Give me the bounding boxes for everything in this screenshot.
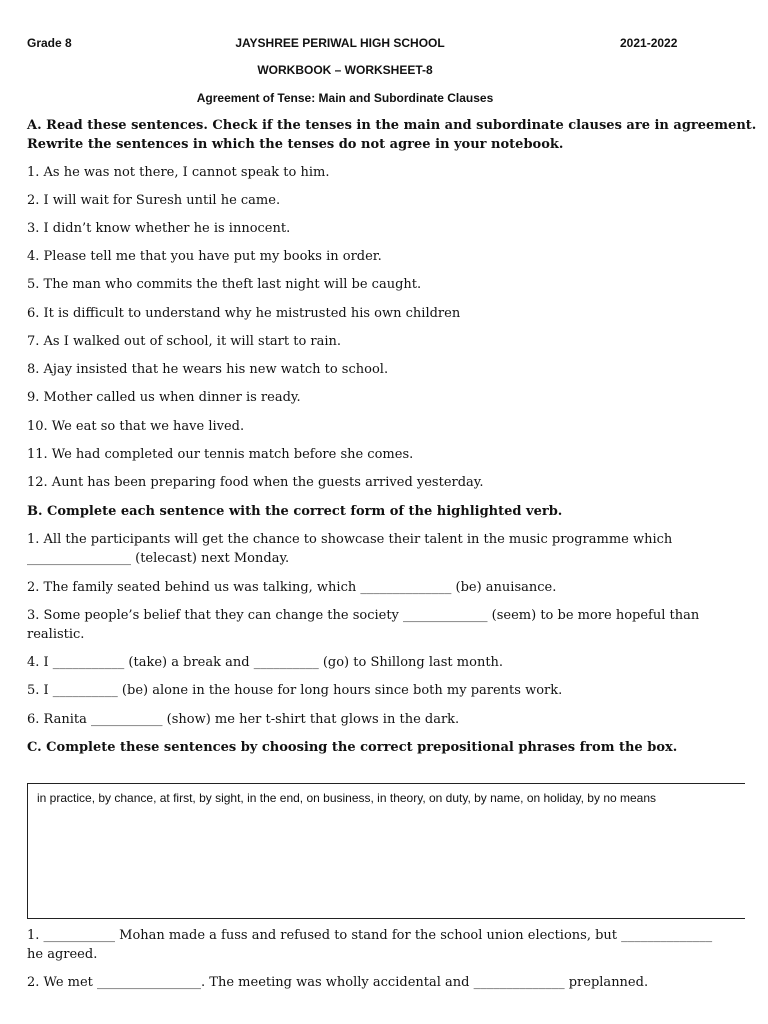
academic-year: 2021-2022 bbox=[620, 36, 678, 50]
worksheet-title: WORKBOOK – WORKSHEET-8 bbox=[257, 63, 433, 77]
section-a-item: 2. I will wait for Suresh until he came. bbox=[27, 193, 281, 208]
school-name: JAYSHREE PERIWAL HIGH SCHOOL bbox=[235, 36, 445, 50]
section-b-instruction: B. Complete each sentence with the correct form of the highlighted verb. bbox=[27, 504, 563, 519]
phrase-box bbox=[27, 783, 745, 919]
section-a-item: 10. We eat so that we have lived. bbox=[27, 419, 245, 434]
section-a-item: 1. As he was not there, I cannot speak to him. bbox=[27, 165, 330, 180]
section-a-instruction-1: A. Read these sentences. Check if the tenses in the main and subordinate clauses are in agreement. bbox=[27, 118, 757, 133]
section-c-item: 2. We met ________________. The meeting was wholly accidental and ______________ preplanned. bbox=[27, 975, 649, 990]
grade-label: Grade 8 bbox=[27, 36, 72, 50]
section-a-instruction-2: Rewrite the sentences in which the tenses do not agree in your notebook. bbox=[27, 137, 564, 152]
phrase-box-text: in practice, by chance, at first, by sight, in the end, on business, in theory, on duty, by name, on holiday, by no means bbox=[37, 791, 657, 805]
section-c-item-continued: he agreed. bbox=[27, 947, 98, 962]
section-b-item: 5. I __________ (be) alone in the house for long hours since both my parents work. bbox=[27, 683, 563, 698]
section-a-item: 5. The man who commits the theft last night will be caught. bbox=[27, 277, 422, 292]
section-b-item-continued: realistic. bbox=[27, 627, 85, 642]
section-a-item: 7. As I walked out of school, it will start to rain. bbox=[27, 334, 342, 349]
section-b-item-continued: ________________ (telecast) next Monday. bbox=[27, 551, 290, 566]
section-a-item: 11. We had completed our tennis match before she comes. bbox=[27, 447, 414, 462]
section-a-item: 9. Mother called us when dinner is ready. bbox=[27, 390, 301, 405]
header-row bbox=[0, 36, 768, 52]
section-b-item: 4. I ___________ (take) a break and __________ (go) to Shillong last month. bbox=[27, 655, 504, 670]
section-b-item: 6. Ranita ___________ (show) me her t-shirt that glows in the dark. bbox=[27, 712, 460, 727]
section-a-item: 6. It is difficult to understand why he mistrusted his own children bbox=[27, 306, 461, 321]
section-b-item: 3. Some people’s belief that they can change the society _____________ (seem) to be more hopeful than bbox=[27, 608, 700, 623]
section-a-item: 8. Ajay insisted that he wears his new watch to school. bbox=[27, 362, 389, 377]
topic-title: Agreement of Tense: Main and Subordinate Clauses bbox=[196, 91, 494, 105]
section-a-item: 12. Aunt has been preparing food when the guests arrived yesterday. bbox=[27, 475, 484, 490]
section-c-item: 1. ___________ Mohan made a fuss and refused to stand for the school union elections, but ______________ bbox=[27, 928, 713, 943]
section-c-instruction: C. Complete these sentences by choosing the correct prepositional phrases from the box. bbox=[27, 740, 678, 755]
section-b-item: 2. The family seated behind us was talking, which ______________ (be) anuisance. bbox=[27, 580, 557, 595]
section-a-item: 3. I didn’t know whether he is innocent. bbox=[27, 221, 291, 236]
section-a-item: 4. Please tell me that you have put my books in order. bbox=[27, 249, 382, 264]
section-b-item: 1. All the participants will get the chance to showcase their talent in the music programme which bbox=[27, 532, 673, 547]
